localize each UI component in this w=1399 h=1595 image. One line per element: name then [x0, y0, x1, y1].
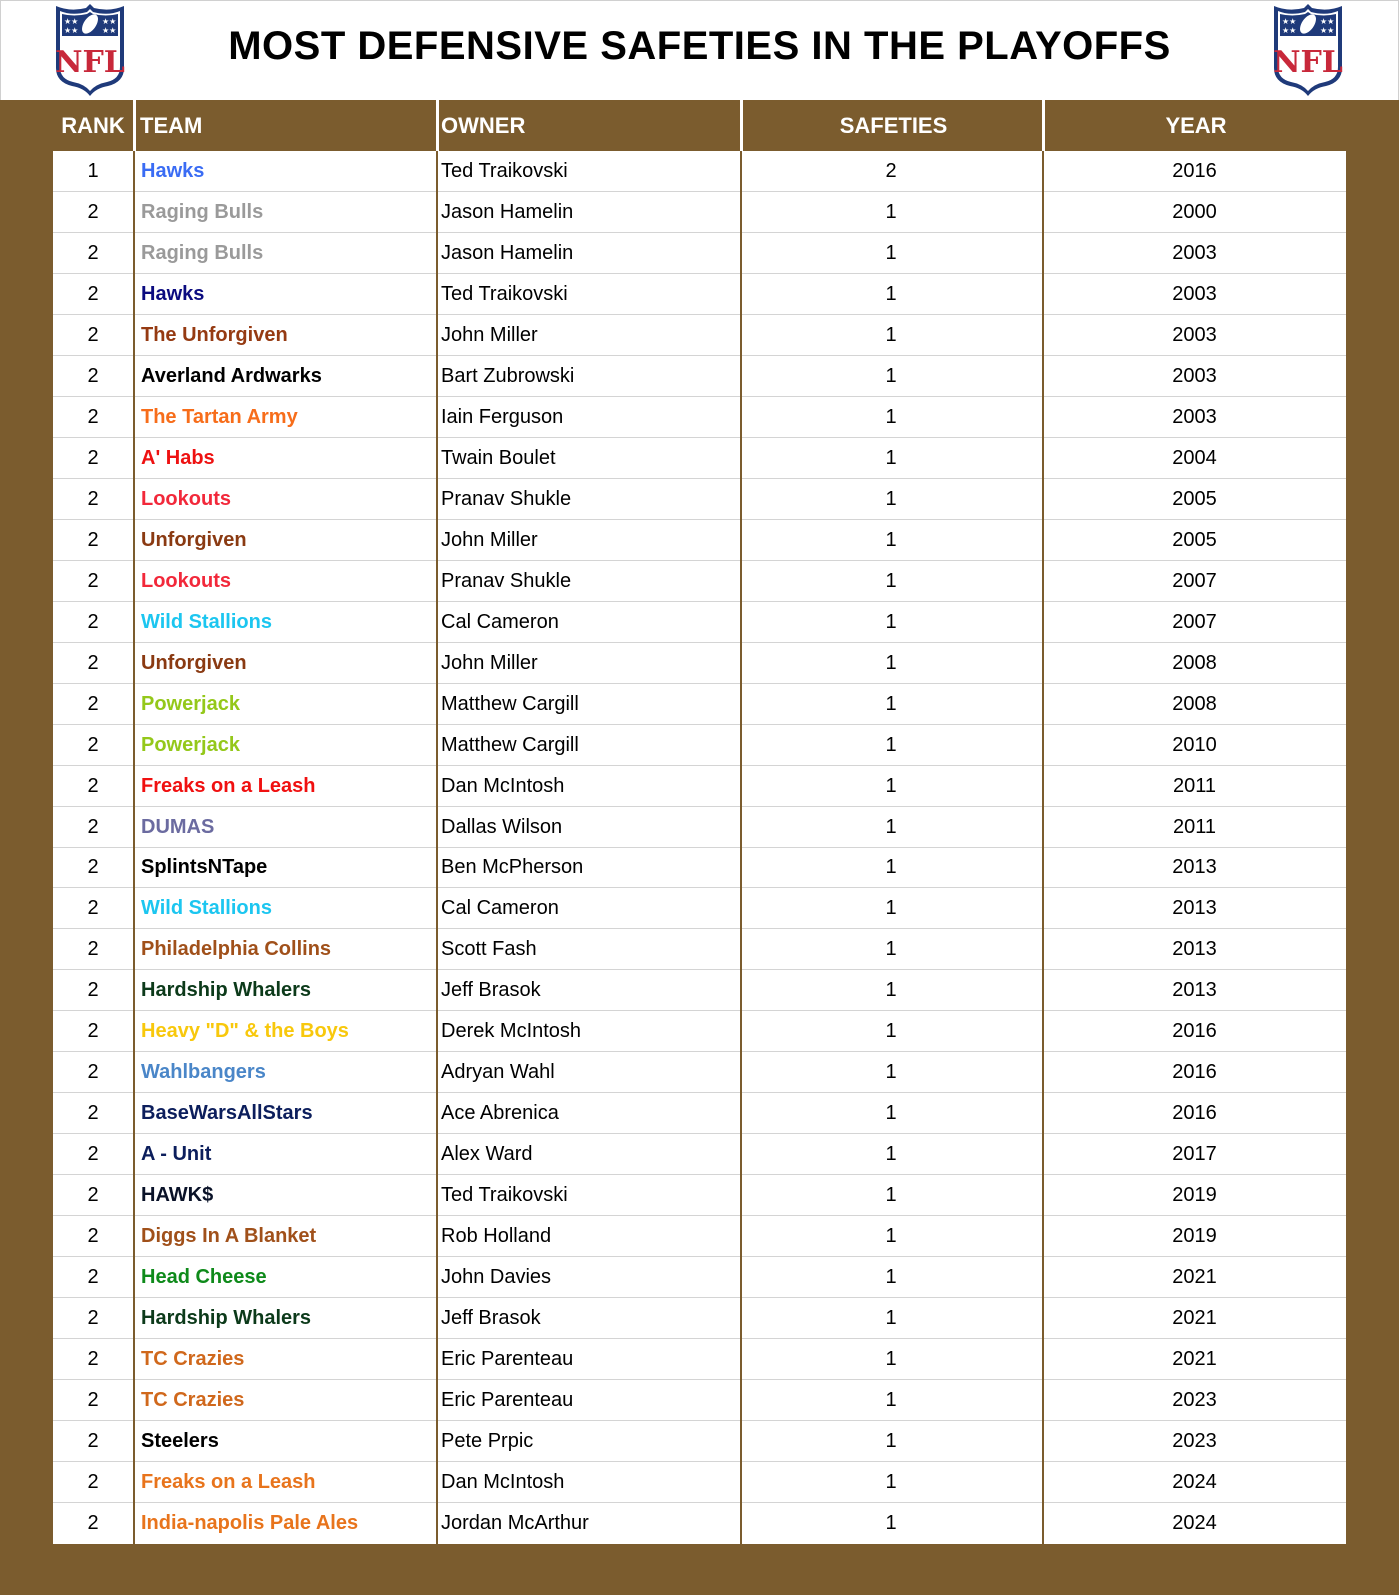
team-cell: Hawks — [141, 160, 205, 182]
year-cell: 2003 — [1172, 364, 1217, 387]
rank-cell: 1 — [87, 160, 99, 182]
table-row — [53, 1134, 1346, 1175]
table-row — [53, 233, 1346, 274]
table-row — [53, 1462, 1346, 1503]
owner-cell: Ted Traikovski — [441, 282, 568, 305]
column-divider — [740, 151, 742, 1544]
header-year: YEAR — [1165, 113, 1227, 138]
year-cell: 2011 — [1172, 774, 1216, 797]
team-cell: A' Habs — [141, 446, 215, 469]
safeties-cell: 1 — [885, 569, 897, 592]
safeties-cell: 1 — [885, 446, 897, 469]
table-row — [53, 847, 1346, 888]
year-cell: 2019 — [1172, 1184, 1217, 1207]
owner-cell: Jason Hamelin — [441, 241, 574, 264]
year-cell: 2021 — [1172, 1266, 1217, 1289]
owner-cell: Dallas Wilson — [441, 815, 563, 838]
year-cell: 2007 — [1172, 610, 1217, 633]
owner-cell: Bart Zubrowski — [441, 364, 575, 387]
rank-cell: 2 — [87, 241, 99, 264]
table-row — [53, 1052, 1346, 1093]
owner-cell: Pranav Shukle — [441, 569, 572, 592]
owner-cell: Dan McIntosh — [441, 774, 565, 797]
year-cell: 2013 — [1172, 979, 1217, 1002]
safeties-cell: 1 — [885, 1143, 897, 1166]
header-divider — [436, 100, 439, 151]
year-cell: 2023 — [1172, 1430, 1217, 1453]
table-row — [53, 192, 1346, 233]
safeties-cell: 1 — [885, 323, 897, 346]
rank-cell: 2 — [87, 528, 99, 551]
year-cell: 2011 — [1172, 815, 1216, 838]
year-cell: 2013 — [1172, 897, 1217, 920]
team-cell: Wild Stallions — [141, 610, 272, 633]
table-row — [53, 1216, 1346, 1257]
year-cell: 2003 — [1172, 241, 1217, 264]
owner-cell: Eric Parenteau — [441, 1389, 574, 1412]
header-team: TEAM — [140, 113, 203, 138]
owner-cell: Ted Traikovski — [441, 1184, 568, 1207]
year-cell: 2005 — [1172, 528, 1217, 551]
table-row — [53, 520, 1346, 561]
safeties-cell: 1 — [885, 856, 897, 879]
team-cell: Steelers — [141, 1430, 219, 1453]
safeties-cell: 1 — [885, 1389, 897, 1412]
team-cell: Diggs In A Blanket — [141, 1225, 317, 1248]
table-row — [53, 315, 1346, 356]
table-row — [53, 1503, 1346, 1544]
owner-cell: Scott Fash — [441, 938, 537, 961]
safeties-cell: 1 — [885, 692, 897, 715]
column-divider — [436, 151, 438, 1544]
owner-cell: Pete Prpic — [441, 1430, 534, 1453]
table-row — [53, 970, 1346, 1011]
rank-cell: 2 — [87, 1184, 99, 1207]
svg-text:★★: ★★ — [102, 26, 117, 35]
rank-cell: 2 — [87, 1430, 99, 1453]
team-cell: Lookouts — [141, 487, 231, 510]
team-cell: Wild Stallions — [141, 897, 272, 920]
team-cell: Unforgiven — [141, 651, 247, 674]
team-cell: Freaks on a Leash — [141, 1471, 316, 1494]
rank-cell: 2 — [87, 569, 99, 592]
svg-text:★★: ★★ — [1282, 17, 1297, 26]
table-row — [53, 725, 1346, 766]
team-cell: Head Cheese — [141, 1266, 267, 1289]
team-cell: Heavy "D" & the Boys — [141, 1020, 349, 1043]
header-rank: RANK — [61, 113, 125, 138]
safeties-cell: 1 — [885, 651, 897, 674]
owner-cell: Ted Traikovski — [441, 160, 568, 182]
year-cell: 2003 — [1172, 405, 1217, 428]
table-row — [53, 1339, 1346, 1380]
table-row — [53, 807, 1346, 848]
safeties-cell: 1 — [885, 1307, 897, 1330]
table-row — [53, 274, 1346, 315]
owner-cell: Jason Hamelin — [441, 200, 574, 223]
team-cell: Hardship Whalers — [141, 979, 312, 1002]
safeties-cell: 1 — [885, 1102, 897, 1125]
rank-cell: 2 — [87, 364, 99, 387]
owner-cell: Ace Abrenica — [441, 1102, 559, 1125]
rank-cell: 2 — [87, 979, 99, 1002]
team-cell: Lookouts — [141, 569, 231, 592]
safeties-cell: 1 — [885, 282, 897, 305]
team-cell: Hawks — [141, 282, 205, 305]
safeties-cell: 1 — [885, 733, 897, 756]
safeties-cell: 1 — [885, 1020, 897, 1043]
table-row — [53, 1421, 1346, 1462]
year-cell: 2023 — [1172, 1389, 1217, 1412]
rank-cell: 2 — [87, 200, 99, 223]
owner-cell: Alex Ward — [441, 1143, 533, 1166]
year-cell: 2019 — [1172, 1225, 1217, 1248]
safeties-cell: 1 — [885, 1348, 897, 1371]
table-row — [53, 479, 1346, 520]
table-row — [53, 438, 1346, 479]
rank-cell: 2 — [87, 610, 99, 633]
rank-cell: 2 — [87, 1143, 99, 1166]
column-divider — [133, 151, 135, 1544]
safeties-cell: 1 — [885, 405, 897, 428]
safeties-cell: 1 — [885, 487, 897, 510]
safeties-cell: 1 — [885, 1184, 897, 1207]
rank-cell: 2 — [87, 323, 99, 346]
safeties-cell: 2 — [885, 160, 897, 182]
safeties-cell: 1 — [885, 1512, 897, 1534]
header-divider — [1042, 100, 1045, 151]
owner-cell: Matthew Cargill — [441, 733, 579, 756]
rank-cell: 2 — [87, 1225, 99, 1248]
year-cell: 2024 — [1172, 1471, 1217, 1494]
table-row — [53, 766, 1346, 807]
owner-cell: Dan McIntosh — [441, 1471, 565, 1494]
year-cell: 2007 — [1172, 569, 1217, 592]
year-cell: 2016 — [1172, 1020, 1217, 1043]
safeties-cell: 1 — [885, 938, 897, 961]
page-title: MOST DEFENSIVE SAFETIES IN THE PLAYOFFS — [228, 24, 1171, 68]
year-cell: 2003 — [1172, 323, 1217, 346]
team-cell: The Tartan Army — [141, 405, 298, 428]
year-cell: 2003 — [1172, 282, 1217, 305]
team-cell: A - Unit — [141, 1143, 212, 1166]
column-divider — [1042, 151, 1044, 1544]
team-cell: Averland Ardwarks — [141, 364, 322, 387]
table-body — [53, 151, 1346, 1544]
svg-text:★★: ★★ — [64, 17, 79, 26]
rank-cell: 2 — [87, 1307, 99, 1330]
owner-cell: Twain Boulet — [441, 446, 556, 469]
rank-cell: 2 — [87, 1061, 99, 1084]
rank-cell: 2 — [87, 856, 99, 879]
safeties-cell: 1 — [885, 1471, 897, 1494]
safeties-cell: 1 — [885, 979, 897, 1002]
owner-cell: Iain Ferguson — [441, 405, 564, 428]
team-cell: Hardship Whalers — [141, 1307, 312, 1330]
team-cell: Unforgiven — [141, 528, 247, 551]
year-cell: 2016 — [1172, 160, 1217, 182]
year-cell: 2008 — [1172, 692, 1217, 715]
table-row — [53, 1011, 1346, 1052]
rank-cell: 2 — [87, 1348, 99, 1371]
team-cell: Wahlbangers — [141, 1061, 266, 1084]
team-cell: Raging Bulls — [141, 241, 264, 264]
rank-cell: 2 — [87, 405, 99, 428]
rank-cell: 2 — [87, 692, 99, 715]
safeties-cell: 1 — [885, 815, 897, 838]
safeties-cell: 1 — [885, 1225, 897, 1248]
owner-cell: Eric Parenteau — [441, 1348, 574, 1371]
team-cell: The Unforgiven — [141, 323, 288, 346]
owner-cell: Matthew Cargill — [441, 692, 579, 715]
year-cell: 2008 — [1172, 651, 1217, 674]
owner-cell: Ben McPherson — [441, 856, 584, 879]
table-row — [53, 888, 1346, 929]
rank-cell: 2 — [87, 1389, 99, 1412]
year-cell: 2024 — [1172, 1512, 1217, 1534]
rank-cell: 2 — [87, 897, 99, 920]
owner-cell: Jordan McArthur — [441, 1512, 589, 1534]
safeties-cell: 1 — [885, 897, 897, 920]
table-header — [0, 100, 1399, 151]
safeties-cell: 1 — [885, 200, 897, 223]
safeties-cell: 1 — [885, 1061, 897, 1084]
table-row — [53, 643, 1346, 684]
safeties-cell: 1 — [885, 364, 897, 387]
rank-cell: 2 — [87, 938, 99, 961]
owner-cell: Derek McIntosh — [441, 1020, 582, 1043]
team-cell: DUMAS — [141, 815, 215, 838]
safeties-cell: 1 — [885, 1430, 897, 1453]
rank-cell: 2 — [87, 446, 99, 469]
table-row — [53, 1380, 1346, 1421]
team-cell: Raging Bulls — [141, 200, 264, 223]
rank-cell: 2 — [87, 774, 99, 797]
safeties-cell: 1 — [885, 241, 897, 264]
team-cell: Powerjack — [141, 692, 240, 715]
header-owner: OWNER — [441, 113, 526, 138]
table-row — [53, 397, 1346, 438]
rank-cell: 2 — [87, 1512, 99, 1534]
team-cell: Powerjack — [141, 733, 240, 756]
table-row — [53, 1298, 1346, 1339]
team-cell: India-napolis Pale Ales — [141, 1512, 359, 1534]
year-cell: 2010 — [1172, 733, 1217, 756]
rank-cell: 2 — [87, 1020, 99, 1043]
owner-cell: Jeff Brasok — [441, 1307, 541, 1330]
year-cell: 2021 — [1172, 1307, 1217, 1330]
team-cell: HAWK$ — [141, 1184, 214, 1207]
svg-text:NFL: NFL — [55, 45, 125, 80]
safeties-cell: 1 — [885, 774, 897, 797]
year-cell: 2021 — [1172, 1348, 1217, 1371]
year-cell: 2005 — [1172, 487, 1217, 510]
owner-cell: John Miller — [441, 528, 538, 551]
owner-cell: Adryan Wahl — [441, 1061, 555, 1084]
team-cell: BaseWarsAllStars — [141, 1102, 313, 1125]
header-divider — [740, 100, 743, 151]
rank-cell: 2 — [87, 733, 99, 756]
table-row — [53, 929, 1346, 970]
owner-cell: John Davies — [441, 1266, 552, 1289]
table-row — [53, 1175, 1346, 1216]
safeties-cell: 1 — [885, 528, 897, 551]
table-row — [53, 356, 1346, 397]
table-row — [53, 1257, 1346, 1298]
team-cell: TC Crazies — [141, 1348, 245, 1371]
table-row — [53, 151, 1346, 192]
year-cell: 2004 — [1172, 446, 1217, 469]
header-safeties: SAFETIES — [839, 113, 948, 138]
team-cell: SplintsNTape — [141, 856, 268, 879]
rank-cell: 2 — [87, 487, 99, 510]
year-cell: 2017 — [1172, 1143, 1217, 1166]
owner-cell: Cal Cameron — [441, 610, 559, 633]
year-cell: 2016 — [1172, 1102, 1217, 1125]
safeties-cell: 1 — [885, 1266, 897, 1289]
owner-cell: Jeff Brasok — [441, 979, 541, 1002]
rank-cell: 2 — [87, 1266, 99, 1289]
team-cell: TC Crazies — [141, 1389, 245, 1412]
svg-text:★★: ★★ — [1282, 26, 1297, 35]
team-cell: Philadelphia Collins — [141, 938, 332, 961]
svg-text:★★: ★★ — [1320, 17, 1335, 26]
svg-text:★★: ★★ — [1320, 26, 1335, 35]
rank-cell: 2 — [87, 1471, 99, 1494]
owner-cell: John Miller — [441, 651, 538, 674]
table-row — [53, 561, 1346, 602]
safeties-cell: 1 — [885, 610, 897, 633]
owner-cell: Rob Holland — [441, 1225, 552, 1248]
owner-cell: Cal Cameron — [441, 897, 559, 920]
owner-cell: John Miller — [441, 323, 538, 346]
rank-cell: 2 — [87, 815, 99, 838]
svg-text:★★: ★★ — [64, 26, 79, 35]
svg-text:NFL: NFL — [1273, 45, 1343, 80]
year-cell: 2000 — [1172, 200, 1217, 223]
rank-cell: 2 — [87, 1102, 99, 1125]
year-cell: 2016 — [1172, 1061, 1217, 1084]
year-cell: 2013 — [1172, 856, 1217, 879]
rank-cell: 2 — [87, 282, 99, 305]
table-row — [53, 602, 1346, 643]
table-row — [53, 1093, 1346, 1134]
rank-cell: 2 — [87, 651, 99, 674]
team-cell: Freaks on a Leash — [141, 774, 316, 797]
year-cell: 2013 — [1172, 938, 1217, 961]
table-row — [53, 684, 1346, 725]
svg-text:★★: ★★ — [102, 17, 117, 26]
owner-cell: Pranav Shukle — [441, 487, 572, 510]
header-divider — [133, 100, 136, 151]
